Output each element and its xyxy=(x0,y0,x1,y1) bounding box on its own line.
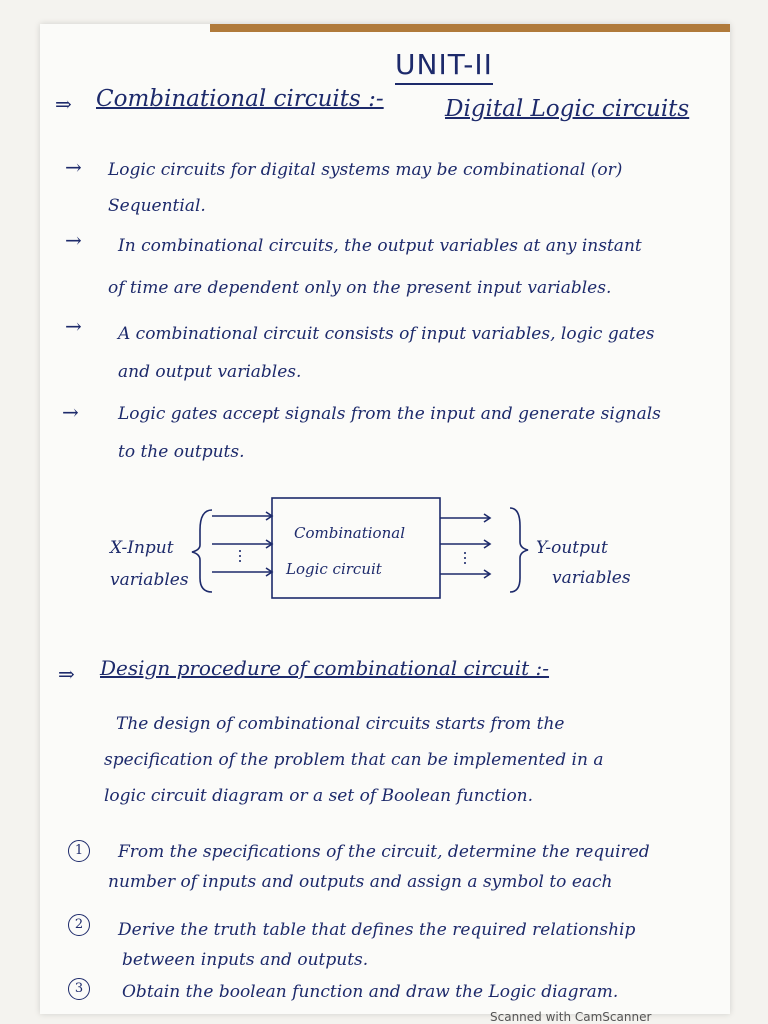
point-1-line-2: Sequential. xyxy=(108,196,206,216)
unit-heading: UNIT-II xyxy=(395,48,493,85)
design-para-line-2: specification of the problem that can be implemented in a xyxy=(104,750,604,770)
arrow-icon: → xyxy=(65,228,82,252)
page-top-edge xyxy=(210,24,730,32)
box-label-line-2: Logic circuit xyxy=(286,560,382,578)
point-2-line-2: of time are dependent only on the present input variables. xyxy=(108,278,612,298)
arrow-icon: → xyxy=(65,314,82,338)
section-subtitle-digital-logic: Digital Logic circuits xyxy=(445,96,690,122)
arrow-icon: → xyxy=(62,400,79,424)
output-brace xyxy=(510,508,528,592)
section-title-design-procedure: Design procedure of combinational circuit :- xyxy=(100,656,550,680)
point-3-line-2: and output variables. xyxy=(118,362,302,382)
section-title-combinational: Combinational circuits :- xyxy=(96,86,384,112)
step-2-line-1: Derive the truth table that defines the required relationship xyxy=(118,920,636,940)
design-para-line-3: logic circuit diagram or a set of Boolean function. xyxy=(104,786,534,806)
input-label-line-1: X-Input xyxy=(110,538,174,558)
point-4-line-2: to the outputs. xyxy=(118,442,245,462)
step-1-number: 1 xyxy=(68,840,90,862)
double-arrow-icon: ⇒ xyxy=(58,662,75,686)
point-1-line-1: Logic circuits for digital systems may be combinational (or) xyxy=(108,160,623,180)
step-2-line-2: between inputs and outputs. xyxy=(122,950,369,970)
point-4-line-1: Logic gates accept signals from the input and generate signals xyxy=(118,404,661,424)
step-3-line-1: Obtain the boolean function and draw the Logic diagram. xyxy=(122,982,619,1002)
double-arrow-icon: ⇒ xyxy=(55,92,72,116)
point-2-line-1: In combinational circuits, the output variables at any instant xyxy=(118,236,642,256)
input-label-line-2: variables xyxy=(110,570,189,590)
input-brace xyxy=(192,510,212,592)
box-label-line-1: Combinational xyxy=(294,524,405,542)
output-label-line-2: variables xyxy=(552,568,631,588)
scanner-watermark: Scanned with CamScanner xyxy=(490,1010,652,1024)
output-label-line-1: Y-output xyxy=(536,538,608,558)
step-1-line-1: From the specifications of the circuit, determine the required xyxy=(118,842,650,862)
point-3-line-1: A combinational circuit consists of input variables, logic gates xyxy=(118,324,655,344)
step-2-number: 2 xyxy=(68,914,90,936)
step-1-line-2: number of inputs and outputs and assign a symbol to each xyxy=(108,872,613,892)
logic-circuit-box xyxy=(272,498,440,598)
design-para-line-1: The design of combinational circuits starts from the xyxy=(116,714,565,734)
step-3-number: 3 xyxy=(68,978,90,1000)
arrow-icon: → xyxy=(65,155,82,179)
